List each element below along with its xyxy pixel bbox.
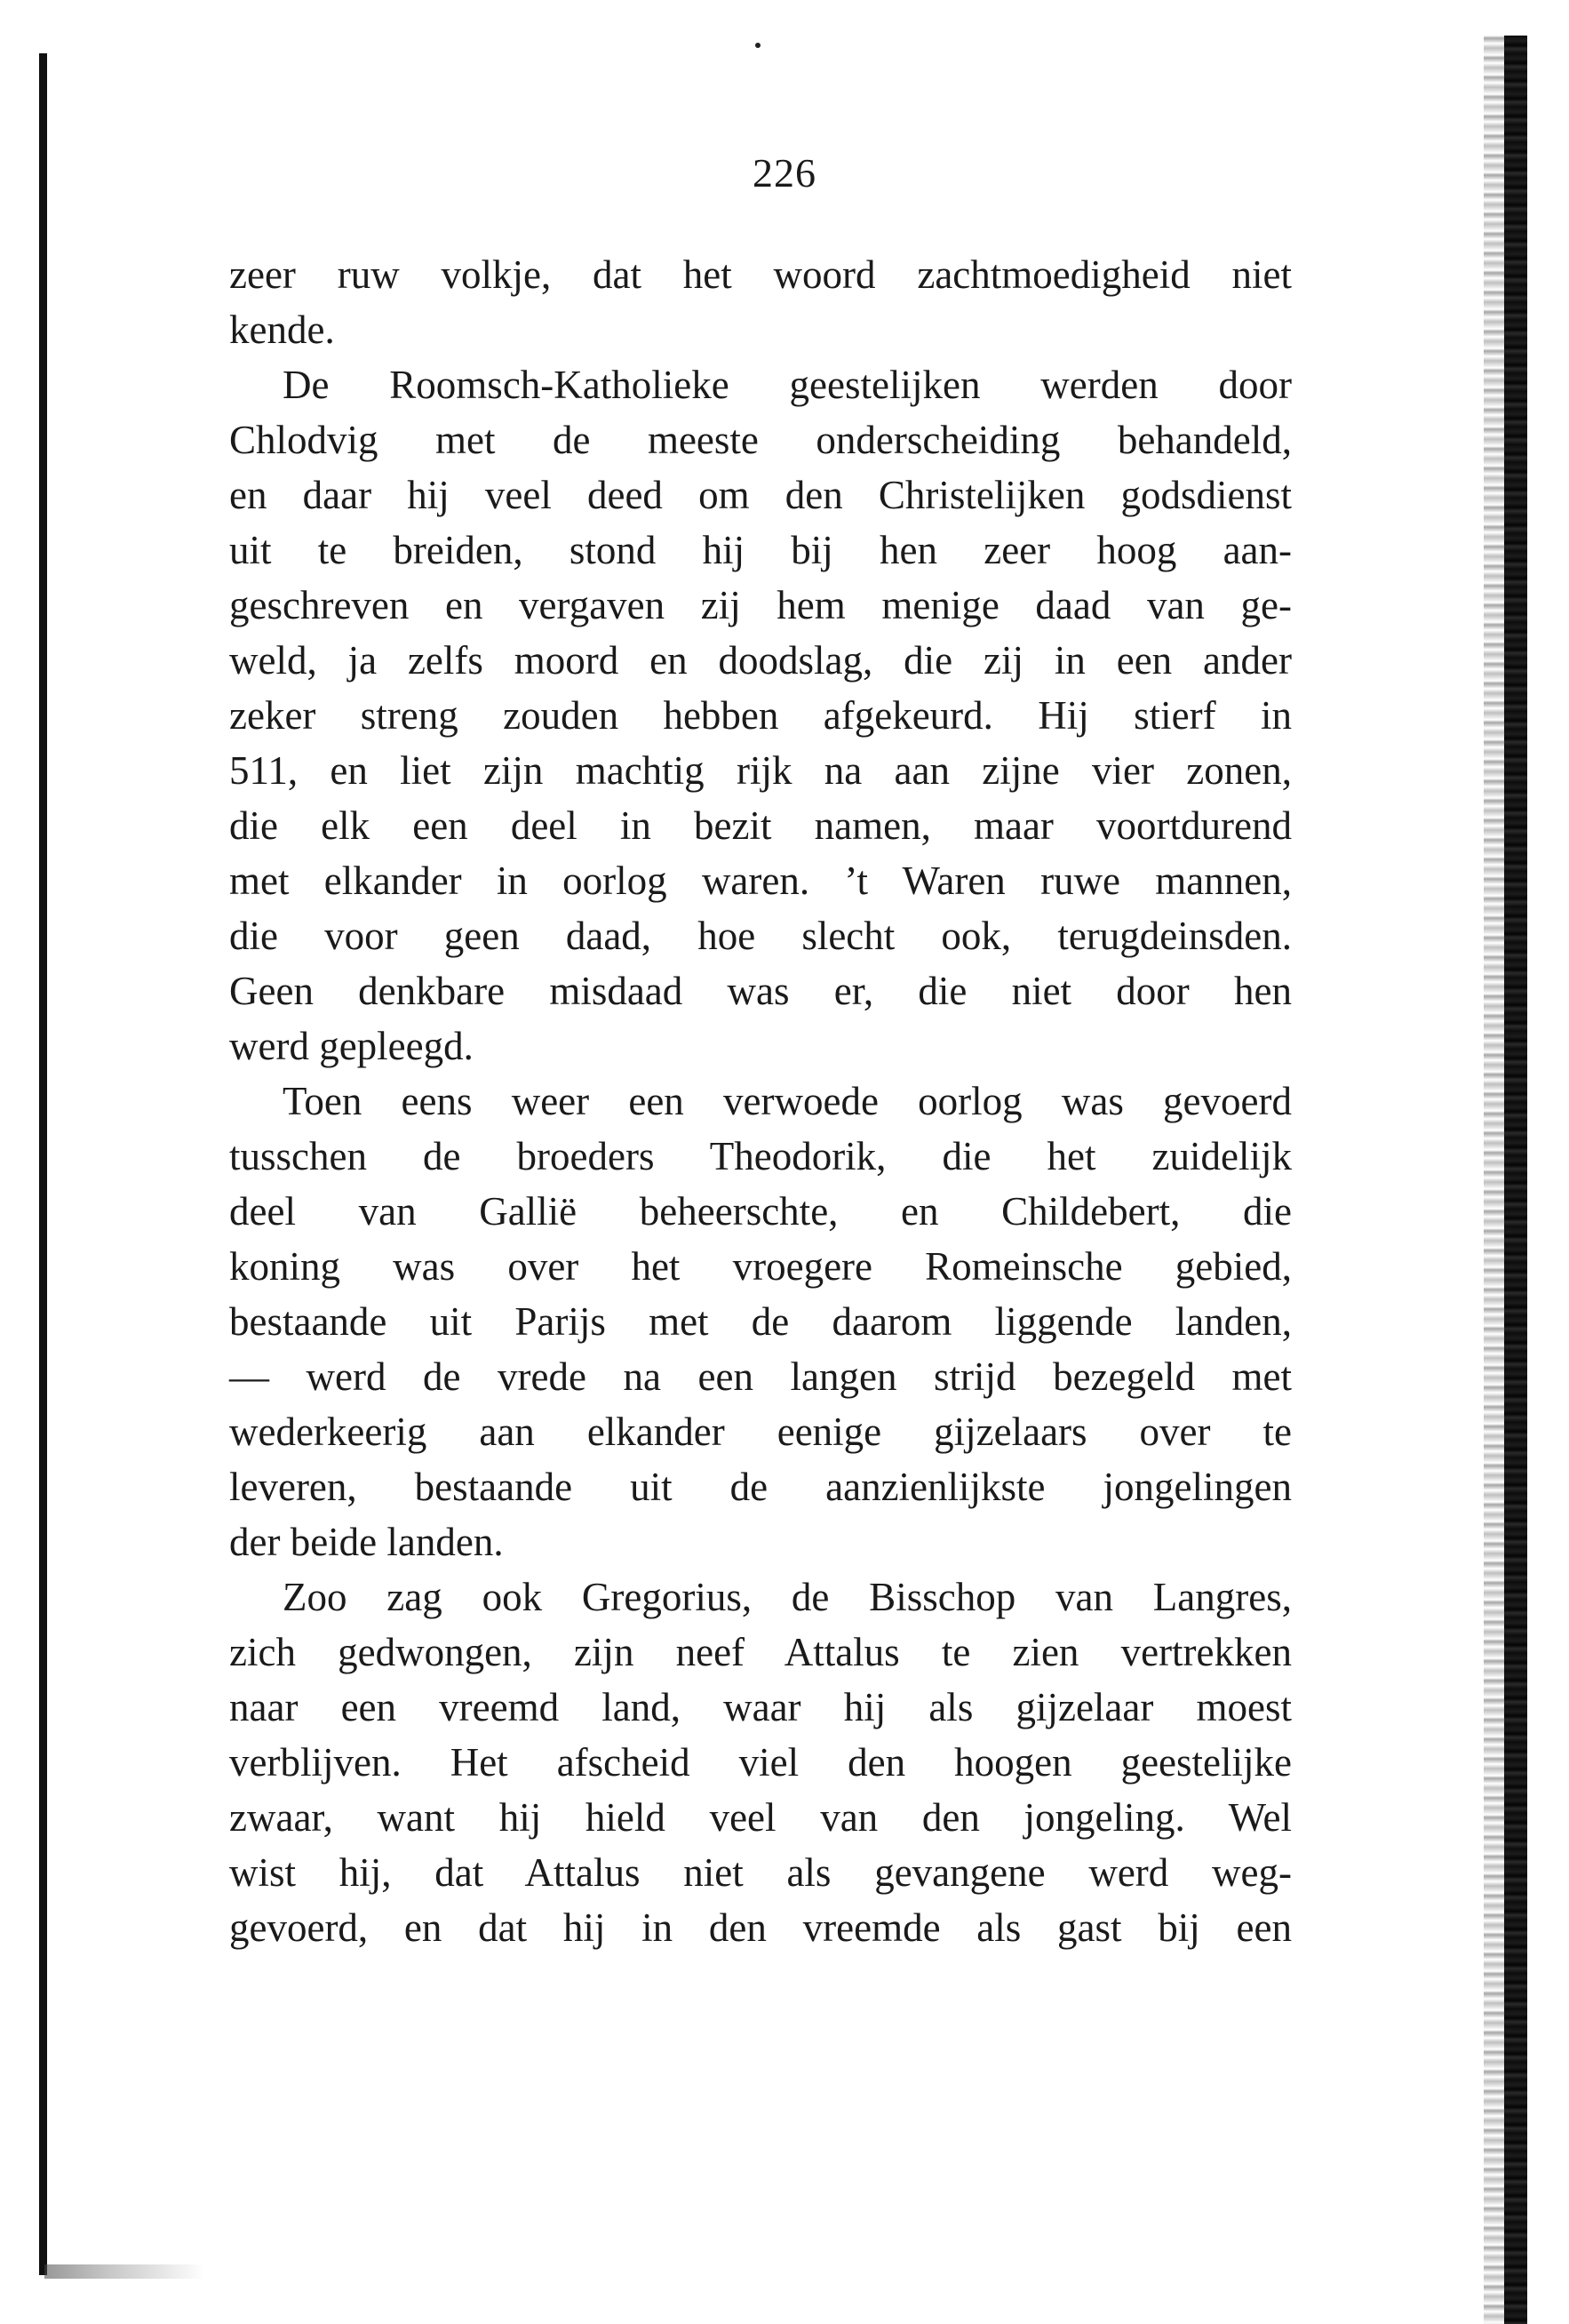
text-line: zeer ruw volkje, dat het woord zachtmoedigheid niet	[229, 252, 1292, 297]
text-line: kende.	[229, 307, 335, 352]
text-line: tusschen de broeders Theodorik, die het zuidelijk	[229, 1134, 1292, 1178]
page-left-edge-shadow	[39, 53, 47, 2275]
text-line: der beide landen.	[229, 1520, 504, 1564]
text-line: koning was over het vroegere Romeinsche gebied,	[229, 1244, 1292, 1289]
text-line: deel van Gallië beheerschte, en Childebert, die	[229, 1189, 1292, 1234]
paragraph-start-line: Toen eens weer een verwoede oorlog was gevoerd	[283, 1079, 1292, 1123]
text-line: wederkeerig aan elkander eenige gijzelaars over te	[229, 1410, 1292, 1454]
text-line: zeker streng zouden hebben afgekeurd. Hij stierf in	[229, 693, 1292, 738]
text-line: werd gepleegd.	[229, 1024, 474, 1068]
text-line: uit te breiden, stond hij bij hen zeer hoog aan-	[229, 528, 1292, 572]
page-right-edge-shadow	[1504, 36, 1527, 2324]
text-line: zich gedwongen, zijn neef Attalus te zien vertrekken	[229, 1630, 1292, 1674]
text-line: gevoerd, en dat hij in den vreemde als gast bij een	[229, 1905, 1292, 1950]
text-line: die elk een deel in bezit namen, maar voortdurend	[229, 803, 1292, 848]
text-line: Geen denkbare misdaad was er, die niet door hen	[229, 969, 1292, 1013]
text-line: verblijven. Het afscheid viel den hoogen geestelijke	[229, 1740, 1292, 1785]
text-line: 511, en liet zijn machtig rijk na aan zijne vier zonen,	[229, 748, 1292, 793]
page-corner-smudge	[44, 2264, 204, 2279]
paragraph-start-line: De Roomsch-Katholieke geestelijken werden door	[283, 363, 1292, 407]
text-line: met elkander in oorlog waren. ’t Waren ruwe mannen,	[229, 859, 1292, 903]
page-number: 226	[753, 150, 816, 196]
text-line: leveren, bestaande uit de aanzienlijkste jongelingen	[229, 1465, 1292, 1509]
body-text	[229, 247, 1292, 1955]
text-line: naar een vreemd land, waar hij als gijzelaar moest	[229, 1685, 1292, 1729]
page-right-edge-fringe	[1484, 36, 1505, 2324]
text-line: wist hij, dat Attalus niet als gevangene werd weg-	[229, 1850, 1292, 1895]
text-line: — werd de vrede na een langen strijd bezegeld met	[229, 1354, 1292, 1399]
text-line: weld, ja zelfs moord en doodslag, die zij in een ander	[229, 638, 1292, 683]
paragraph-start-line: Zoo zag ook Gregorius, de Bisschop van Langres,	[283, 1575, 1292, 1619]
ink-speck	[755, 43, 761, 48]
text-line: zwaar, want hij hield veel van den jongeling. Wel	[229, 1795, 1292, 1840]
text-line: geschreven en vergaven zij hem menige daad van ge-	[229, 583, 1292, 627]
text-line: die voor geen daad, hoe slecht ook, terugdeinsden.	[229, 914, 1292, 958]
text-line: Chlodvig met de meeste onderscheiding behandeld,	[229, 418, 1292, 462]
text-line: bestaande uit Parijs met de daarom liggende landen,	[229, 1299, 1292, 1344]
text-line: en daar hij veel deed om den Christelijken godsdienst	[229, 473, 1292, 517]
